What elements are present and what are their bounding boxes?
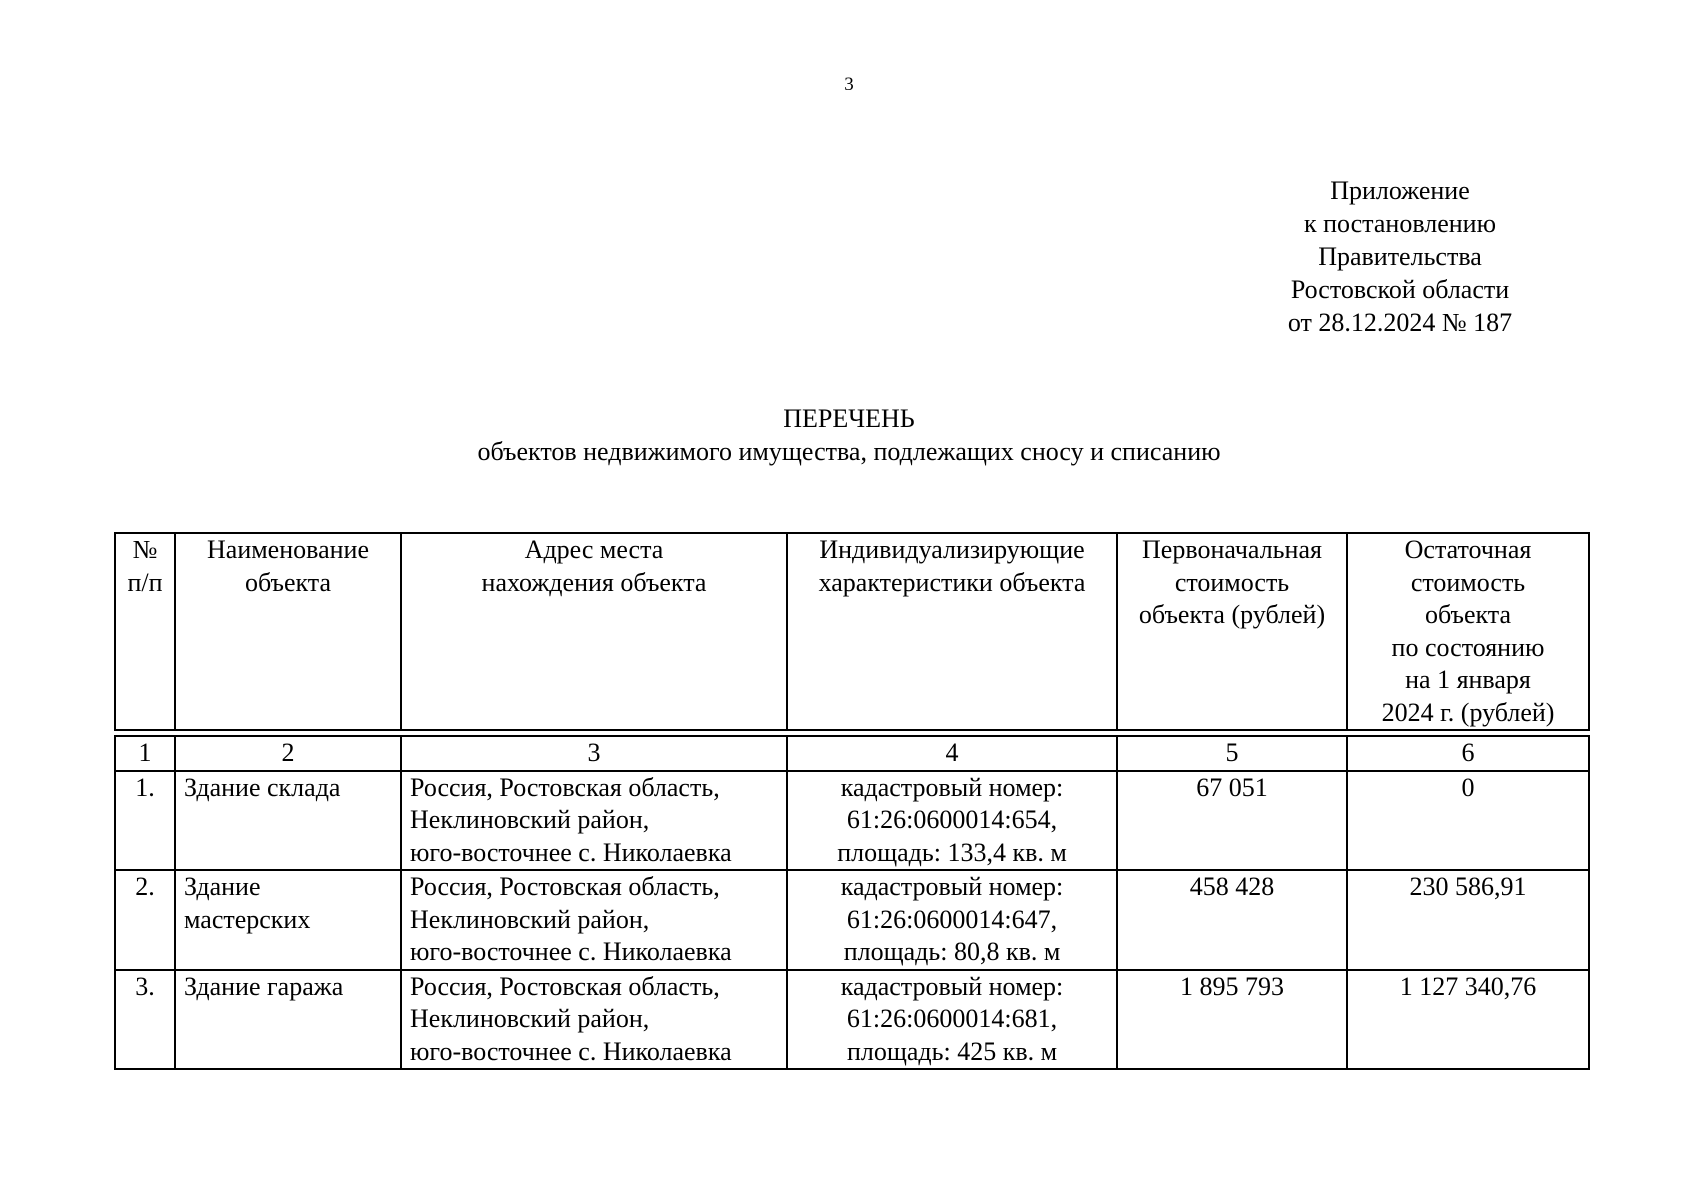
header-line: нахождения объекта <box>481 567 707 597</box>
address-line: Неклиновский район, <box>410 805 650 834</box>
header-line: Индивидуализирующие <box>819 535 1085 564</box>
header-line: объекта <box>1424 600 1512 629</box>
characteristics-line: 61:26:0600014:647, <box>846 904 1058 934</box>
appendix-line: Ростовской области <box>1290 275 1510 304</box>
header-line: п/п <box>127 567 163 597</box>
header-line: Адрес места <box>524 535 664 564</box>
residual-cost: 230 586,91 <box>1347 870 1589 970</box>
object-name-line: Здание склада <box>184 772 341 802</box>
header-line: 2024 г. (рублей) <box>1381 697 1555 727</box>
header-line: стоимость <box>1174 567 1290 597</box>
initial-cost: 67 051 <box>1117 771 1347 871</box>
object-address <box>401 771 787 871</box>
column-number: 3 <box>401 736 787 771</box>
table-header-row <box>115 533 1589 730</box>
characteristics-line: кадастровый номер: <box>840 772 1064 802</box>
header-line: характеристики объекта <box>818 567 1086 597</box>
header-line: Первоначальная <box>1142 535 1322 564</box>
header-line: объекта (рублей) <box>1138 600 1326 629</box>
address-line: юго-восточнее с. Николаевка <box>410 937 732 966</box>
object-characteristics <box>787 771 1117 871</box>
object-name <box>175 870 401 970</box>
address-line: юго-восточнее с. Николаевка <box>410 1036 732 1066</box>
residual-cost: 1 127 340,76 <box>1347 970 1589 1070</box>
address-line: Россия, Ростовская область, <box>410 772 720 802</box>
header-cell-address <box>401 533 787 730</box>
address-line: юго-восточнее с. Николаевка <box>410 837 732 867</box>
property-table <box>114 532 1590 1070</box>
address-line: Неклиновский район, <box>410 904 650 934</box>
initial-cost: 1 895 793 <box>1117 970 1347 1070</box>
characteristics-line: кадастровый номер: <box>840 971 1064 1001</box>
document-title: ПЕРЕЧЕНЬ <box>783 404 915 433</box>
header-cell-number <box>115 533 175 730</box>
address-line: Россия, Ростовская область, <box>410 872 720 901</box>
header-line: объекта <box>244 567 332 597</box>
address-line: Неклиновский район, <box>410 1004 650 1033</box>
object-name-line: Здание <box>184 872 261 901</box>
characteristics-line: 61:26:0600014:654, <box>846 805 1058 834</box>
row-number: 1. <box>115 771 175 871</box>
table-row <box>115 970 1589 1070</box>
page-number: 3 <box>844 74 854 95</box>
initial-cost: 458 428 <box>1117 870 1347 970</box>
header-line: по состоянию <box>1391 632 1545 662</box>
column-number-row <box>115 736 1589 771</box>
characteristics-line: 61:26:0600014:681, <box>846 1004 1058 1033</box>
header-cell-name <box>175 533 401 730</box>
characteristics-line: кадастровый номер: <box>840 872 1064 901</box>
header-line: стоимость <box>1410 567 1526 597</box>
object-address <box>401 870 787 970</box>
object-name-line: Здание гаража <box>184 971 344 1001</box>
object-address <box>401 970 787 1070</box>
object-characteristics <box>787 870 1117 970</box>
header-line: № <box>132 535 158 564</box>
appendix-line: к постановлению <box>1303 209 1497 238</box>
appendix-line: от 28.12.2024 № 187 <box>1287 308 1513 337</box>
object-name <box>175 970 401 1070</box>
object-characteristics <box>787 970 1117 1070</box>
object-name-line: мастерских <box>184 904 311 934</box>
header-line: Остаточная <box>1404 535 1532 564</box>
header-cell-characteristics <box>787 533 1117 730</box>
characteristics-line: площадь: 80,8 кв. м <box>843 937 1061 966</box>
header-line: на 1 января <box>1405 665 1531 694</box>
characteristics-line: площадь: 133,4 кв. м <box>837 837 1067 867</box>
object-name <box>175 771 401 871</box>
header-cell-residual-cost <box>1347 533 1589 730</box>
column-number: 1 <box>115 736 175 771</box>
table-row <box>115 870 1589 970</box>
appendix-block <box>1260 174 1540 339</box>
appendix-line: Правительства <box>1318 242 1482 271</box>
column-number: 2 <box>175 736 401 771</box>
characteristics-line: площадь: 425 кв. м <box>846 1036 1058 1066</box>
column-number: 5 <box>1117 736 1347 771</box>
header-cell-initial-cost <box>1117 533 1347 730</box>
residual-cost: 0 <box>1347 771 1589 871</box>
row-number: 3. <box>115 970 175 1070</box>
address-line: Россия, Ростовская область, <box>410 971 720 1001</box>
document-subtitle: объектов недвижимого имущества, подлежащих сносу и списанию <box>477 437 1221 466</box>
appendix-line: Приложение <box>1330 176 1470 205</box>
row-number: 2. <box>115 870 175 970</box>
column-number: 4 <box>787 736 1117 771</box>
table-row <box>115 771 1589 871</box>
column-number: 6 <box>1347 736 1589 771</box>
header-line: Наименование <box>207 535 369 564</box>
